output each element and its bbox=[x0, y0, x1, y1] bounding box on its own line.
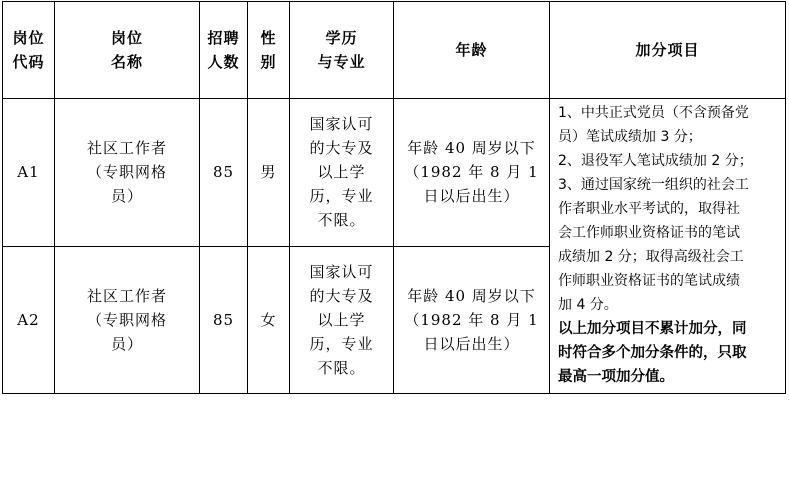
table-row bbox=[3, 99, 786, 247]
row-name: 社区工作者 （专职网格 员） bbox=[55, 99, 200, 247]
bonus-item: 2、退役军人笔试成绩加 2 分； bbox=[558, 153, 753, 169]
bonus-items-cell bbox=[550, 99, 786, 394]
row-age: 年龄 40 周岁以下 （1982 年 8 月 1 日以后出生） bbox=[394, 246, 550, 394]
bonus-item: 1、中共正式党员（不含预备党 员）笔试成绩加 3 分； bbox=[558, 105, 749, 145]
row-count: 85 bbox=[200, 99, 248, 247]
header-gender: 性 别 bbox=[248, 2, 290, 99]
header-bonus: 加分项目 bbox=[550, 2, 786, 99]
header-education: 学历 与专业 bbox=[290, 2, 394, 99]
row-gender: 男 bbox=[248, 99, 290, 247]
row-education: 国家认可 的大专及 以上学 历，专业 不限。 bbox=[290, 246, 394, 394]
header-code: 岗位 代码 bbox=[3, 2, 55, 99]
bonus-note: 以上加分项目不累计加分，同 时符合多个加分条件的，只取 最高一项加分值。 bbox=[558, 321, 747, 385]
bonus-item: 3、通过国家统一组织的社会工 作者职业水平考试的，取得社 会工作师职业资格证书的笔试 成绩加 2 分；取得高级社会工 作师职业资格证书的笔试成绩 加 4 分。 bbox=[558, 177, 749, 313]
row-code: A2 bbox=[3, 246, 55, 394]
row-age: 年龄 40 周岁以下 （1982 年 8 月 1 日以后出生） bbox=[394, 99, 550, 247]
header-age: 年龄 bbox=[394, 2, 550, 99]
row-count: 85 bbox=[200, 246, 248, 394]
row-gender: 女 bbox=[248, 246, 290, 394]
row-education: 国家认可 的大专及 以上学 历，专业 不限。 bbox=[290, 99, 394, 247]
job-positions-table bbox=[2, 1, 786, 394]
header-name: 岗位 名称 bbox=[55, 2, 200, 99]
header-count: 招聘 人数 bbox=[200, 2, 248, 99]
row-code: A1 bbox=[3, 99, 55, 247]
header-row bbox=[3, 2, 786, 99]
row-name: 社区工作者 （专职网格 员） bbox=[55, 246, 200, 394]
